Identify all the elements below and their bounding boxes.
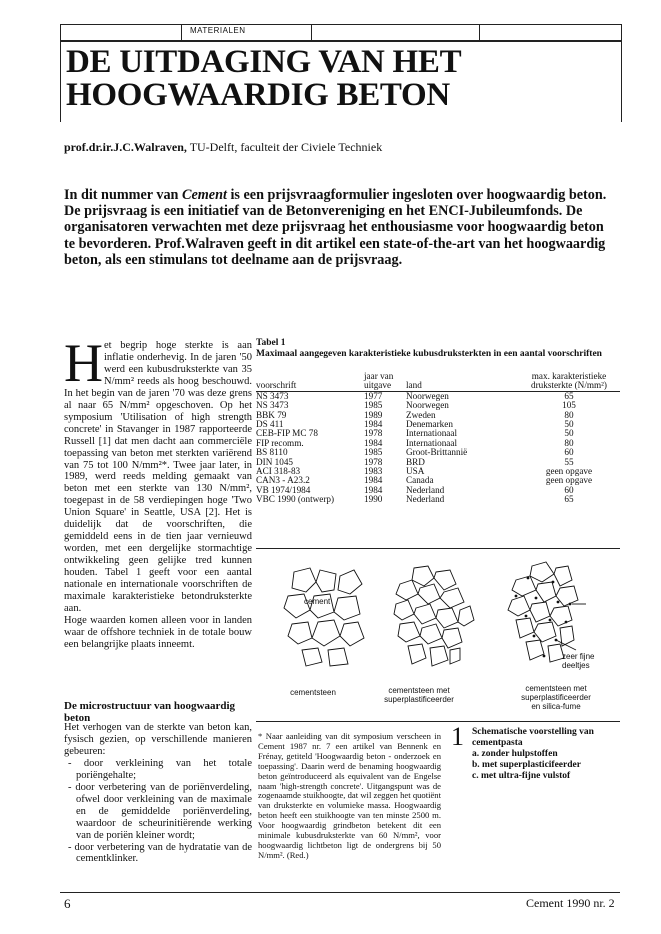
table-cell: CAN3 - A23.2 [256,475,310,486]
author-affiliation: TU-Delft, faculteit der Civiele Techniek [186,140,383,154]
tab-divider [479,25,480,40]
page-title [66,46,461,112]
author-line [64,140,382,155]
figure-label-text: superplastificeerder [384,695,454,704]
tab-divider [311,25,312,40]
table-cell: BBK 79 [256,409,287,420]
figure-label-b [374,686,464,704]
caption-title: Schematische voorstelling van cementpasta [472,727,594,748]
callout-text: zeer fijne [562,652,595,661]
table-title: Maximaal aangegeven karakteristieke kubusdruksterkten in een aantal voorschriften [256,349,602,359]
callout-fine-particles [562,652,594,670]
table-label: Tabel 1 [256,338,286,348]
table-cell: Canada [406,475,434,486]
table-cell: 55 [564,456,574,467]
panel-a-grains [284,568,364,666]
table-cell: 80 [564,437,574,448]
table-header: uitgave [364,381,406,391]
body-text: et begrip hoge sterkte is aan inflatie onderhevig. In de jaren '50 werd een kubusdruksterkte van 35 N/mm² reeds als hoog beschouwd. In het begin van de jaren '70 was deze grens al naar 65 N/mm² opgeschoven. Op het symposium 'Utilisation of high strength concrete' in Stavanger in 1987 rapporteerde Russell [1] dat men dacht aan commerciële toepassing van beton met sterkten variërend van 75 tot 100 N/mm²*. Twee jaar later, in 1989, werd reeds melding gemaakt van beton met een sterkte van 130 N/mm², toegepast in de 58 verdiepingen hoge 'Two Union Square' in Seattle, USA [2]. Het is duidelijk dat de voorschriften, die gemiddeld eens in de tien jaar vernieuwd worden, met een dergelijke stormachtige ontwikkeling geen gelijke tred kunnen houden. Tabel 1 geeft voor een aantal nationale en internationale voorschriften de maximale karakteristieke betondruksterkte aan. [64,340,252,614]
caption-item: a. zonder hulpstoffen [472,749,558,759]
figure-caption [472,727,622,782]
table-cell: DS 411 [256,419,284,430]
table-header: jaar van [364,371,394,381]
table-cell: Groot-Brittannië [406,447,468,458]
table-cell: Zweden [406,409,436,420]
table-cell: BRD [406,456,425,467]
table-cell: 80 [564,409,574,420]
callout-text: deeltjes [562,661,590,670]
figure-label-text: en silica-fume [531,702,581,711]
table-cell: 50 [564,428,574,439]
list-item: - door verkleining van het totale poriëngehalte; [68,757,252,781]
section-heading: De microstructuur van hoogwaardig beton [64,700,236,724]
caption-item: b. met superplasticifeerder [472,760,581,770]
tab-divider [181,25,182,40]
table-cell: 1984 [364,475,383,486]
table-cell: 1978 [364,428,383,439]
table-cell: 1978 [364,456,383,467]
section-tab-bar [60,24,622,41]
table-cell: 65 [564,390,574,401]
body-paragraph-2 [64,722,252,865]
lead-text: In dit nummer van [64,187,182,203]
figure-number: 1 [451,722,464,751]
table-cell: Internationaal [406,428,458,439]
figure-label-text: cementsteen met [388,686,450,695]
table-cell: Noorwegen [406,400,449,411]
table-cell: ACI 318-83 [256,466,301,477]
list-item: - door verbetering van de poriënverdeling, ofwel door verkleining van de maximale en de gemiddelde poriënverdeling, waardoor de scheurinitiërende werking van de poriën kleiner wordt; [68,781,252,841]
table-cell: NS 3473 [256,390,289,401]
table-cell: BS 8110 [256,447,288,458]
table-cell: 1989 [364,409,383,420]
page-number: 6 [64,896,71,911]
table-cell: geen opgave [545,466,593,477]
table-cell: 1984 [364,484,383,495]
table-cell: CEB-FIP MC 78 [256,428,318,439]
table-header: max. karakteristieke [531,371,607,381]
footnote: * Naar aanleiding van dit symposium verscheen in Cement 1987 nr. 7 een artikel van Bennenk en Frénay, getiteld 'Hoogwaardig beton - onderzoek en toepassing'. Daarin werd de benaming hoogwaardig beton geïntroduceerd als equivalent van de Engelse naam 'high-strength concrete'. Uitgangspunt was de zogenaamde stuikhoogte, dat wil zeggen het quotiënt van druksterkte en volumieke massa. Hoogwaardig beton heeft een stuikhoogte van ten minste 2500 m. Voor hoogwaardig grindbeton betekent dit een minimale kubusdruksterkte van 60 N/mm², voor hoogwaardig lichtbeton ligt de ondergrens bij 50 N/mm². (Red.) [258,731,441,860]
body-paragraph-1 [64,340,252,651]
author-name: prof.dr.ir.J.C.Walraven, [64,140,187,154]
table-cell: VBC 1990 (ontwerp) [256,494,335,505]
table-header: druksterkte (N/mm²) [518,381,620,391]
footer-rule [60,892,620,893]
table-cell: 60 [564,447,574,458]
table-cell: geen opgave [545,475,593,486]
table-cell: 1983 [364,466,383,477]
table-cell: Noorwegen [406,390,449,401]
caption-item: c. met ultra-fijne vulstof [472,771,571,781]
body-text: Hoge waarden komen alleen voor in landen waar de offshore techniek in de totale bouw een belangrijke plaats inneemt. [64,614,252,650]
body-text: Het verhogen van de sterkte van beton kan, fysisch gezien, op verschillende manieren gebeuren: [64,722,252,757]
figure-label-c [506,684,606,711]
table-header: land [406,381,518,391]
table-cell: Nederland [406,484,445,495]
title-line-1: DE UITDAGING VAN HET [66,44,462,80]
table-cell: NS 3473 [256,400,289,411]
table-cell: Denemarken [406,419,453,430]
table-cell: Nederland [406,494,445,505]
drop-cap: H [64,333,103,393]
table-cell: 105 [562,400,576,411]
table-row [256,495,620,504]
list-item: - door verbetering van de hydratatie van de cementklinker. [68,841,252,865]
lead-paragraph [64,187,612,268]
table-caption [256,338,616,360]
table-cell: 1977 [364,390,383,401]
table-cell: 1985 [364,400,383,411]
table-header: voorschrift [256,381,364,391]
table-cell: 50 [564,419,574,430]
section-label: MATERIALEN [190,26,246,35]
table-cell: FIP recomm. [256,437,304,448]
table-cell: 1984 [364,419,383,430]
standards-table [256,372,620,505]
callout-cement: cement [304,597,331,606]
figure-label-text: superplastificeerder [521,693,591,702]
lead-text: is een prijsvraagformulier ingesloten over hoogwaardig beton. De prijsvraag is een initiatief van de Betonvereniging en het ENCI-Jubileumfonds. De organisatoren verwachten met deze prijsvraag het enthousiasme voor hoogwaardig beton te bevorderen. Prof.Walraven geeft in dit artikel een state-of-the-art van het hoogwaardig beton, als een stimulans tot deelname aan de prijsvraag. [64,187,607,268]
table-cell: DIN 1045 [256,456,294,467]
table-cell: USA [406,466,425,477]
table-cell: 60 [564,484,574,495]
table-cell: Internationaal [406,437,458,448]
panel-c-grains [508,562,578,662]
journal-issue: Cement 1990 nr. 2 [526,896,615,910]
title-line-2: HOOGWAARDIG BETON [66,77,450,113]
lead-journal-name: Cement [182,187,227,203]
table-cell: 1984 [364,437,383,448]
table-cell: 65 [564,494,574,505]
callout-line-fine [556,640,576,650]
dropcap-spacer [64,340,104,384]
table-cell: VB 1974/1984 [256,484,311,495]
figure-label-text: cementsteen met [525,684,587,693]
table-cell: 1985 [364,447,383,458]
table-cell: 1990 [364,494,383,505]
figure-label-a: cementsteen [290,688,336,697]
panel-b-grains [394,566,474,666]
